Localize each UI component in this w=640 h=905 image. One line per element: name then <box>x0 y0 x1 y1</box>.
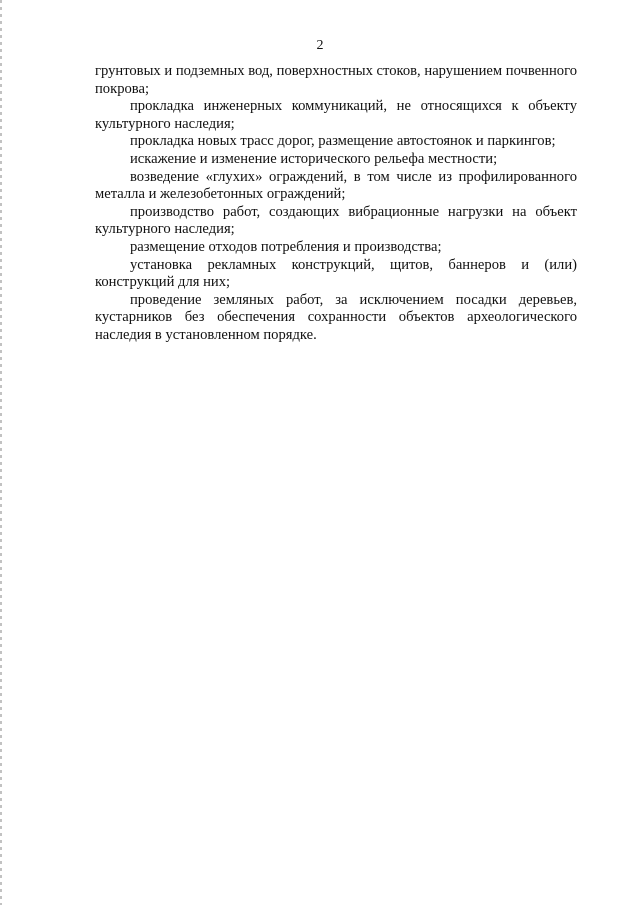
paragraph-fences: возведение «глухих» ограждений, в том числе из профилированного металла и железобетонных ограждений; <box>95 168 577 203</box>
document-body <box>95 63 577 345</box>
page-number: 2 <box>316 38 324 53</box>
paragraph-earthworks: проведение земляных работ, за исключением посадки деревьев, кустарников без обеспечения сохранности объектов археологического наследия в установленном порядке. <box>95 291 577 343</box>
paragraph-utilities: прокладка инженерных коммуникаций, не относящихся к объекту культурного наследия; <box>95 98 577 132</box>
paragraph-advertising: установка рекламных конструкций, щитов, баннеров и (или) конструкций для них; <box>95 256 577 291</box>
scan-edge <box>0 0 2 905</box>
paragraph-waste: размещение отходов потребления и производства; <box>130 238 442 255</box>
paragraph-roads: прокладка новых трасс дорог, размещение автостоянок и паркингов; <box>130 133 556 150</box>
paragraph-continuation: грунтовых и подземных вод, поверхностных стоков, нарушением почвенного покрова; <box>95 63 577 97</box>
paragraph-vibration: производство работ, создающих вибрационные нагрузки на объект культурного наследия; <box>95 203 577 238</box>
paragraph-relief: искажение и изменение исторического рельефа местности; <box>130 150 498 167</box>
